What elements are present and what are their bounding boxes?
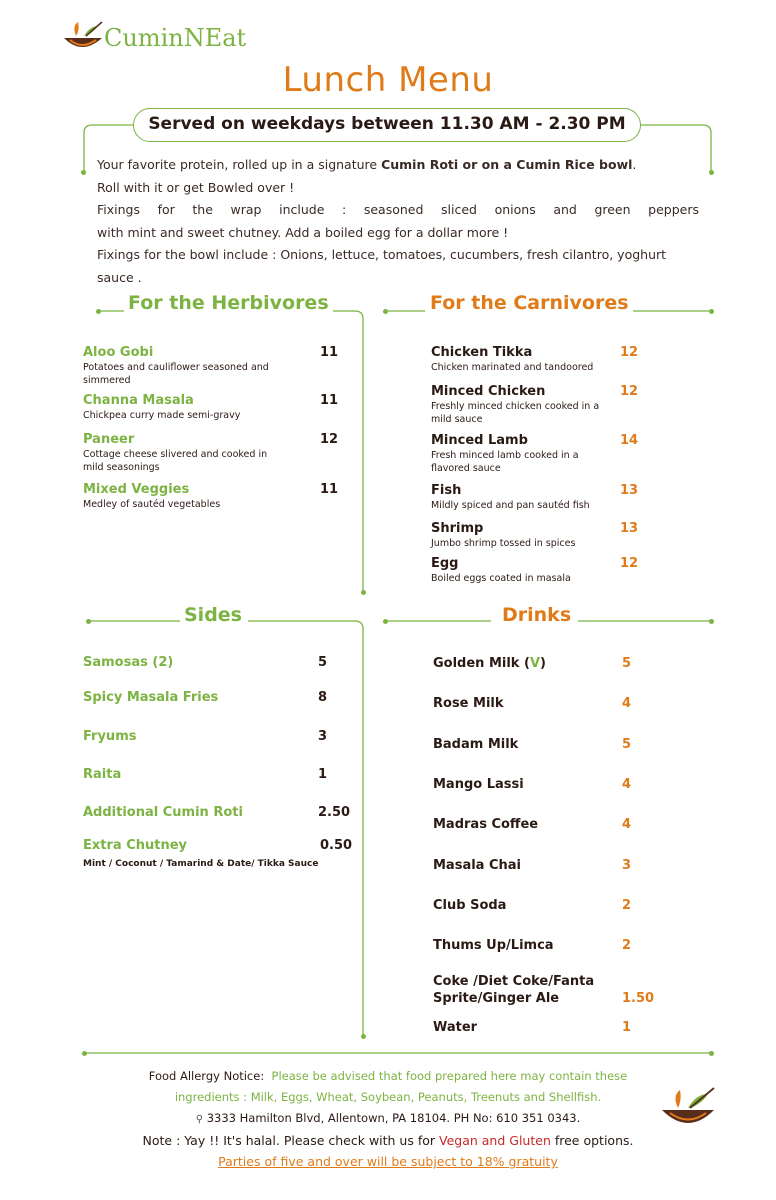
item-name: Masala Chai (433, 858, 521, 873)
line-end-dot (361, 1034, 366, 1039)
menu-item (83, 805, 243, 820)
menu-item (433, 974, 594, 1006)
item-price: 2.50 (318, 805, 351, 820)
menu-item (431, 384, 616, 426)
item-name: Sprite/Ginger Ale (433, 991, 560, 1006)
vegan-gluten-text: Vegan and Gluten (439, 1133, 551, 1148)
herbivores-title: For the Herbivores (124, 292, 333, 314)
item-price: 12 (620, 384, 639, 399)
item-price: 4 (622, 817, 632, 832)
line-end-dot (361, 590, 366, 595)
menu-item (433, 817, 538, 832)
item-price: 11 (320, 482, 339, 497)
menu-item (431, 345, 616, 375)
item-description (431, 401, 616, 426)
halal-note (0, 1130, 776, 1151)
menu-item (433, 1020, 477, 1035)
item-price: 2 (622, 938, 632, 953)
menu-item (83, 838, 318, 871)
menu-item (431, 521, 616, 551)
item-name: Water (433, 1020, 478, 1035)
gratuity-note (0, 1151, 776, 1172)
address: 3333 Hamilton Blvd, Allentown, PA 18104. PH No: 610 351 0343. (206, 1111, 581, 1125)
intro-text-part: Your favorite protein, rolled up in a signature (97, 157, 382, 172)
menu-item (83, 655, 173, 670)
desc-line: Cottage cheese slivered and cooked in (83, 449, 268, 460)
desc-line: mild seasonings (83, 461, 160, 473)
item-price: 0.50 (320, 838, 353, 853)
brand-logo (62, 18, 262, 62)
line-end-dot (82, 1051, 87, 1056)
item-description: Jumbo shrimp tossed in spices (431, 538, 576, 549)
line-end-dot (81, 170, 86, 175)
brand-name: CuminNEat (104, 24, 247, 52)
menu-item (433, 858, 521, 873)
sides-title: Sides (180, 604, 246, 626)
menu-item (83, 690, 218, 705)
item-price: 3 (622, 858, 632, 873)
item-name: Extra Chutney (83, 838, 187, 853)
line-end-dot (709, 170, 714, 175)
menu-item (431, 556, 616, 586)
line-end-dot (383, 619, 388, 624)
line-end-dot (86, 619, 91, 624)
allergy-text: Please be advised that food prepared here may contain these (271, 1069, 628, 1083)
item-description: Chicken marinated and tandoored (431, 362, 594, 373)
item-price: 12 (320, 432, 339, 447)
item-price: 11 (320, 345, 339, 360)
item-name: Channa Masala (83, 393, 194, 408)
note-text: free options. (550, 1133, 634, 1148)
carnivores-title: For the Carnivores (426, 292, 633, 314)
intro-line: Fixings for the bowl include : Onions, lettuce, tomatoes, cucumbers, fresh cilantro, yoghurt (97, 247, 667, 262)
menu-item (431, 433, 616, 475)
item-name: Minced Lamb (431, 433, 528, 448)
item-name: Aloo Gobi (83, 345, 154, 360)
item-name: Madras Coffee (433, 817, 539, 832)
item-name: Egg (431, 556, 459, 571)
item-price: 2 (622, 898, 632, 913)
menu-item (83, 729, 136, 744)
line-end-dot (709, 309, 714, 314)
intro-line: with mint and sweet chutney. Add a boiled egg for a dollar more ! (97, 224, 509, 240)
item-name: Minced Chicken (431, 384, 546, 399)
item-price: 5 (318, 655, 328, 670)
item-name: Mango Lassi (433, 777, 524, 792)
intro-line: Fixings for the wrap include : seasoned sliced onions and green peppers (97, 202, 699, 217)
item-name: Mixed Veggies (83, 482, 190, 497)
gratuity-text: Parties of five and over will be subject to 18% gratuity (218, 1154, 558, 1169)
bowl-with-leaves-icon (660, 1086, 716, 1132)
item-description: Chickpea curry made semi-gravy (83, 410, 241, 421)
desc-line: flavored sauce (431, 462, 501, 474)
item-name: Thums Up/Limca (433, 938, 554, 953)
item-price: 8 (318, 690, 328, 705)
menu-item (433, 777, 524, 792)
page-title: Lunch Menu (282, 60, 494, 100)
item-description: Boiled eggs coated in masala (431, 573, 571, 584)
item-name-text: ) (540, 656, 546, 671)
intro-line (97, 154, 699, 177)
allergy-label: Food Allergy Notice: (148, 1069, 265, 1083)
line-end-dot (383, 309, 388, 314)
item-name (433, 656, 546, 671)
item-name: Paneer (83, 432, 135, 447)
item-name: Chicken Tikka (431, 345, 533, 360)
menu-item (433, 696, 504, 711)
item-name: Fish (431, 483, 462, 498)
item-price: 13 (620, 483, 639, 498)
intro-line: Roll with it or get Bowled over ! (97, 179, 295, 195)
chutney-options: Mint / Coconut / Tamarind & Date/ Tikka Sauce (83, 859, 319, 869)
desc-line: Potatoes and cauliflower seasoned and (83, 362, 269, 373)
item-price: 13 (620, 521, 639, 536)
item-price: 5 (622, 737, 632, 752)
item-description: Medley of sautéd vegetables (83, 499, 221, 510)
menu-item (433, 938, 554, 953)
item-name: Samosas (2) (83, 655, 174, 670)
map-pin-icon: ⚲ (195, 1114, 204, 1125)
intro-bold-text: Cumin Roti or on a Cumin Rice bowl (381, 157, 633, 172)
menu-item (431, 483, 616, 513)
vegan-tag: V (529, 656, 540, 671)
menu-item (83, 482, 293, 512)
item-price: 4 (622, 696, 632, 711)
allergy-notice (0, 1066, 776, 1087)
item-name: Badam Milk (433, 737, 519, 752)
item-name: Shrimp (431, 521, 484, 536)
desc-line: mild sauce (431, 413, 483, 425)
allergy-ingredients: ingredients : Milk, Eggs, Wheat, Soybean, Peanuts, Treenuts and Shellfish. (174, 1090, 602, 1104)
item-name: Coke /Diet Coke/Fanta (433, 974, 595, 989)
intro-text (97, 154, 699, 289)
item-price: 14 (620, 433, 639, 448)
item-description: Mildly spiced and pan sautéd fish (431, 500, 590, 511)
item-price: 11 (320, 393, 339, 408)
line-end-dot (96, 309, 101, 314)
menu-item (83, 767, 121, 782)
item-price: 1 (622, 1020, 632, 1035)
item-price: 12 (620, 556, 639, 571)
item-description (83, 449, 293, 474)
item-price: 1 (318, 767, 328, 782)
bowl-with-leaves-icon (62, 20, 104, 54)
item-name: Club Soda (433, 898, 507, 913)
menu-item (433, 737, 518, 752)
item-name: Additional Cumin Roti (83, 805, 243, 820)
serving-hours: Served on weekdays between 11.30 AM - 2.30 PM (133, 108, 641, 142)
item-name: Spicy Masala Fries (83, 690, 219, 705)
line-end-dot (709, 1051, 714, 1056)
desc-line: Freshly minced chicken cooked in a (431, 401, 600, 412)
menu-item (83, 345, 293, 387)
item-price: 12 (620, 345, 639, 360)
item-name: Fryums (83, 729, 137, 744)
intro-text-part: . (632, 157, 637, 172)
drinks-title: Drinks (498, 604, 575, 626)
menu-item (83, 393, 293, 423)
desc-line: simmered (83, 374, 131, 386)
item-name-text: Golden Milk ( (433, 656, 530, 671)
intro-line: sauce . (97, 269, 142, 285)
desc-line: Fresh minced lamb cooked in a (431, 450, 579, 461)
item-name: Raita (83, 767, 122, 782)
line-end-dot (709, 619, 714, 624)
item-price: 3 (318, 729, 328, 744)
item-price: 5 (622, 656, 632, 671)
menu-item (433, 656, 546, 671)
item-price: 4 (622, 777, 632, 792)
note-text: Note : Yay !! It's halal. Please check with us for (142, 1133, 440, 1148)
item-description (431, 450, 616, 475)
item-price: 1.50 (622, 991, 655, 1006)
item-name: Rose Milk (433, 696, 504, 711)
menu-item (433, 898, 506, 913)
item-description (83, 362, 293, 387)
menu-item (83, 432, 293, 474)
